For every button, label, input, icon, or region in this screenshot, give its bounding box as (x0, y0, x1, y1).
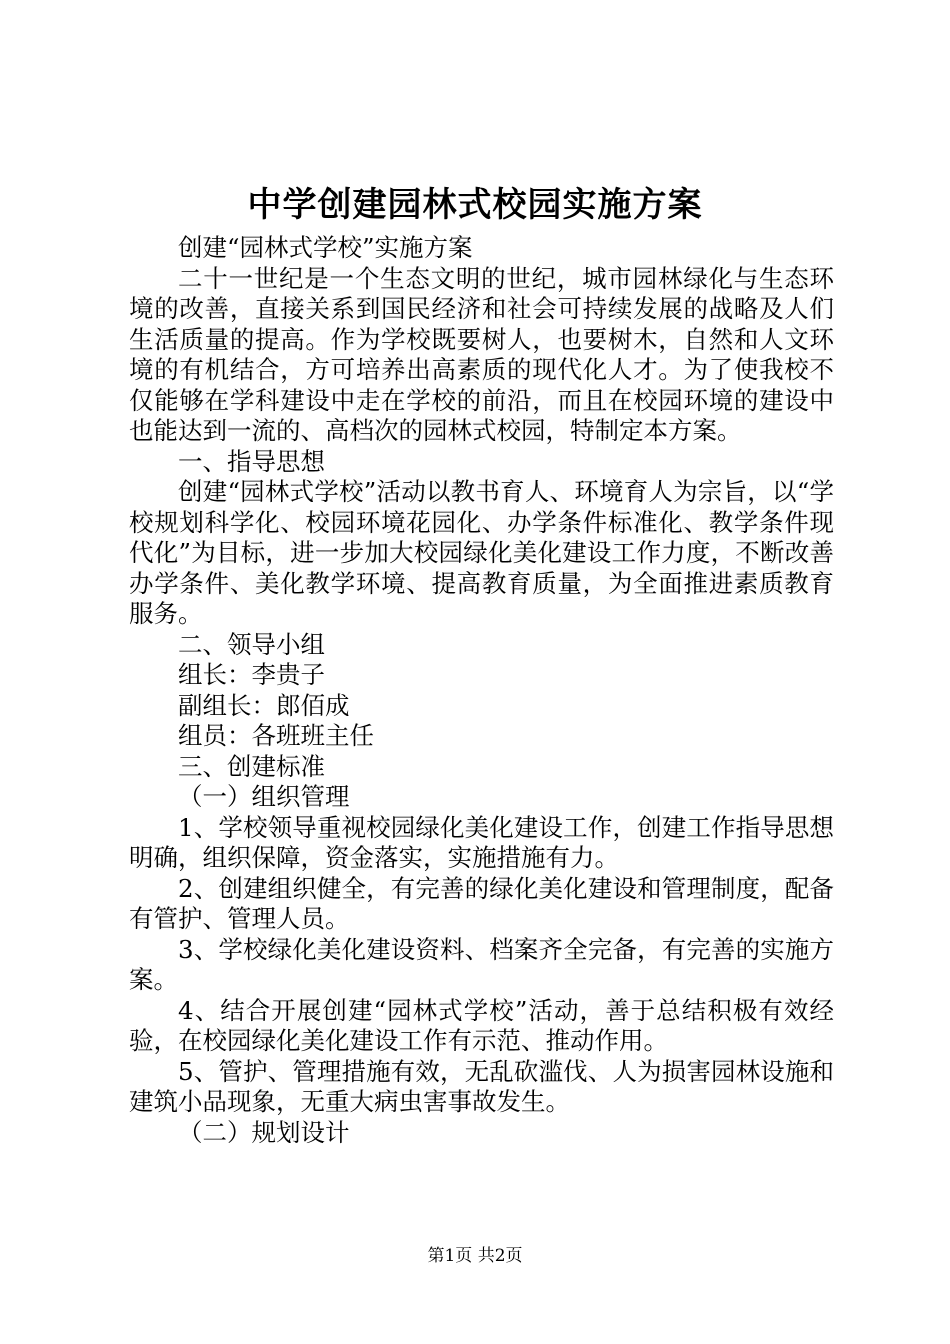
standard-item-3: 3、学校绿化美化建设资料、档案齐全完备，有完善的实施方案。 (129, 934, 834, 994)
intro-paragraph: 二十一世纪是一个生态文明的世纪，城市园林绿化与生态环境的改善，直接关系到国民经济和社会可持续发展的战略及人们生活质量的提高。作为学校既要树人，也要树木，自然和人文环境的有机结合，方可培养出高素质的现代化人才。为了使我校不仅能够在学科建设中走在学校的前沿，而且在校园环境的建设中也能达到一流的、高档次的园林式校园，特制定本方案。 (129, 263, 834, 445)
section-heading-leadership-group: 二、领导小组 (178, 629, 325, 659)
deputy-leader-line: 副组长：郎佰成 (178, 690, 350, 720)
subtitle-paragraph: 创建“园林式学校”实施方案 (178, 233, 473, 262)
document-title: 中学创建园林式校园实施方案 (247, 185, 703, 225)
subsection-heading-planning: （二）规划设计 (178, 1117, 350, 1147)
standard-item-2: 2、创建组织健全，有完善的绿化美化建设和管理制度，配备有管护、管理人员。 (129, 873, 834, 933)
page-footer: 第1页 共2页 (427, 1246, 523, 1266)
document-body (129, 233, 834, 1148)
standard-item-4: 4、结合开展创建“园林式学校”活动，善于总结积极有效经验，在校园绿化美化建设工作有示范、推动作用。 (129, 995, 834, 1055)
guiding-thought-paragraph: 创建“园林式学校”活动以教书育人、环境育人为宗旨，以“学校规划科学化、校园环境花园化、办学条件标准化、教学条件现代化”为目标，进一步加大校园绿化美化建设工作力度，不断改善办学条件、美化教学环境、提高教育质量，为全面推进素质教育服务。 (129, 477, 834, 628)
standard-item-1: 1、学校领导重视校园绿化美化建设工作，创建工作指导思想明确，组织保障，资金落实，实施措施有力。 (129, 812, 834, 872)
subsection-heading-organization: （一）组织管理 (178, 782, 350, 811)
members-line: 组员：各班班主任 (178, 721, 374, 750)
standard-item-5: 5、管护、管理措施有效，无乱砍滥伐、人为损害园林设施和建筑小品现象，无重大病虫害事故发生。 (129, 1056, 834, 1116)
leader-line: 组长：李贵子 (178, 660, 325, 689)
section-heading-standards: 三、创建标准 (178, 751, 325, 781)
section-heading-guiding-thought: 一、指导思想 (178, 446, 325, 476)
